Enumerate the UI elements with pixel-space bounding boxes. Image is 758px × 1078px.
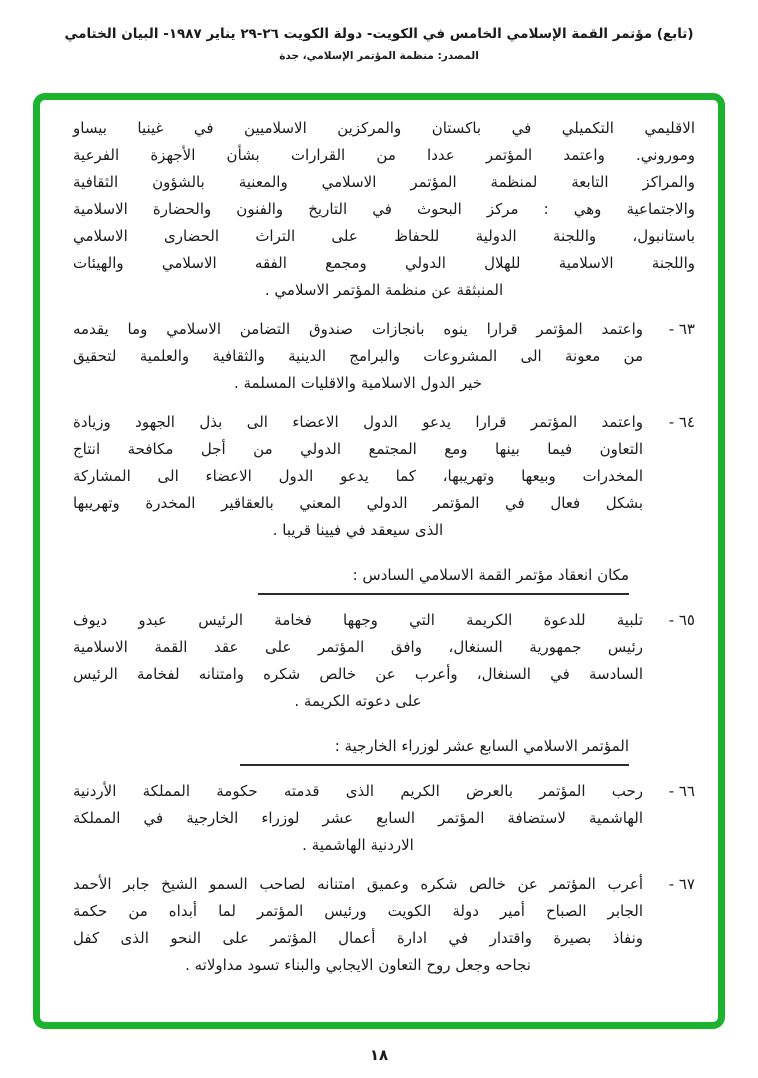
paragraph-line: المخدرات وبيعها وتهريبها، كما يدعو الدول الاعضاء الى المشاركة <box>73 467 643 485</box>
paragraph-line: والاجتماعية وهي : مركز البحوث في التاريخ والفنون والحضارة الاسلامية <box>73 200 695 218</box>
paragraph-line: على دعوته الكريمة . <box>294 692 422 710</box>
paragraph-line: ونفاذ بصيرة واقتدار في ادارة أعمال المؤتمر على النحو الذى كفل <box>73 929 643 947</box>
paragraph-line: واعتمد المؤتمر قرارا ينوه بانجازات صندوق التضامن الاسلامي وما يقدمه <box>73 320 643 338</box>
list-item-65 <box>73 607 695 715</box>
paragraph-line: أعرب المؤتمر عن خالص شكره وعميق امتنانه لصاحب السمو الشيخ جابر الأحمد <box>73 875 643 893</box>
list-item-64 <box>73 409 695 544</box>
section-heading-wrap <box>73 733 629 766</box>
document-title: (تابع) مؤتمر القمة الإسلامي الخامس في الكويت- دولة الكويت ٢٦-٢٩ يناير ١٩٨٧- البيان الختامي <box>64 26 694 42</box>
item-number: ٦٦ - <box>668 782 695 800</box>
item-text <box>73 409 643 544</box>
paragraph-line: تلبية للدعوة الكريمة التي وجهها فخامة الرئيس عبدو ديوف <box>73 611 643 629</box>
paragraph-line: رئيس جمهورية السنغال، وافق المؤتمر على عقد القمة الاسلامية <box>73 638 643 656</box>
paragraph-line: بشكل فعال في المؤتمر الدولي المعني بالعقاقير المخدرة وتهريبها <box>73 494 643 512</box>
paragraph-line: الاقليمي التكميلي في باكستان والمركزين الاسلاميين في غينيا بيساو <box>73 119 695 137</box>
paragraph-line: والمراكز التابعة لمنظمة المؤتمر الاسلامي والمعنية بالشؤون الثقافية <box>73 173 695 191</box>
paragraph-line: المنبثقة عن منظمة المؤتمر الاسلامي . <box>264 281 504 299</box>
item-number: ٦٧ - <box>668 875 695 893</box>
paragraph-line: الهاشمية لاستضافة المؤتمر السابع عشر لوزراء الخارجية في المملكة <box>73 809 643 827</box>
list-item-66 <box>73 778 695 859</box>
item-number: ٦٥ - <box>668 611 695 629</box>
item-text <box>73 778 643 859</box>
section-heading-17th-fm-conference: المؤتمر الاسلامي السابع عشر لوزراء الخارجية : <box>240 733 629 766</box>
paragraph-line: رحب المؤتمر بالعرض الكريم الذى قدمته حكومة المملكة الأردنية <box>73 782 643 800</box>
paragraph-line: الجابر الصباح أمير دولة الكويت ورئيس المؤتمر لما أبداه من حكمة <box>73 902 643 920</box>
list-item-63 <box>73 316 695 397</box>
list-item-67 <box>73 871 695 979</box>
section-heading-sixth-summit-venue: مكان انعقاد مؤتمر القمة الاسلامي السادس : <box>258 562 629 595</box>
item-text <box>73 607 643 715</box>
page-number: ١٨ <box>369 1046 389 1064</box>
paragraph-line: واللجنة الاسلامية للهلال الدولي ومجمع الفقه الاسلامي والهيئات <box>73 254 695 272</box>
item-text <box>73 871 643 979</box>
document-body <box>73 115 695 979</box>
paragraph-line: واعتمد المؤتمر قرارا يدعو الدول الاعضاء الى بذل الجهود وزيادة <box>73 413 643 431</box>
paragraph-line: نجاحه وجعل روح التعاون الايجابي والبناء تسود مداولاته . <box>185 956 531 974</box>
intro-paragraph <box>73 115 695 304</box>
section-heading-wrap <box>73 562 629 595</box>
paragraph-line: وموروني. واعتمد المؤتمر عددا من القرارات بشأن الأجهزة الفرعية <box>73 146 695 164</box>
paragraph-line: السادسة في السنغال، وأعرب عن خالص شكره وامتنانه لفخامة الرئيس <box>73 665 643 683</box>
paragraph-line: خير الدول الاسلامية والاقليات المسلمة . <box>233 374 483 392</box>
paragraph-line: الاردنية الهاشمية . <box>302 836 414 854</box>
item-number: ٦٤ - <box>668 413 695 431</box>
item-number: ٦٣ - <box>668 320 695 338</box>
paragraph-line: الذى سيعقد في فيينا قريبا . <box>272 521 444 539</box>
document-source: المصدر: منظمة المؤتمر الإسلامي، جدة <box>279 50 479 62</box>
paragraph-line: من معونة الى المشروعات والبرامج الدينية والثقافية والعلمية لتحقيق <box>73 347 643 365</box>
page-header <box>0 26 758 62</box>
item-text <box>73 316 643 397</box>
paragraph-line: باستانبول، واللجنة الدولية للحفاظ على التراث الحضارى الاسلامي <box>73 227 695 245</box>
paragraph-line: التعاون فيما بينها ومع المجتمع الدولي من أجل مكافحة انتاج <box>73 440 643 458</box>
